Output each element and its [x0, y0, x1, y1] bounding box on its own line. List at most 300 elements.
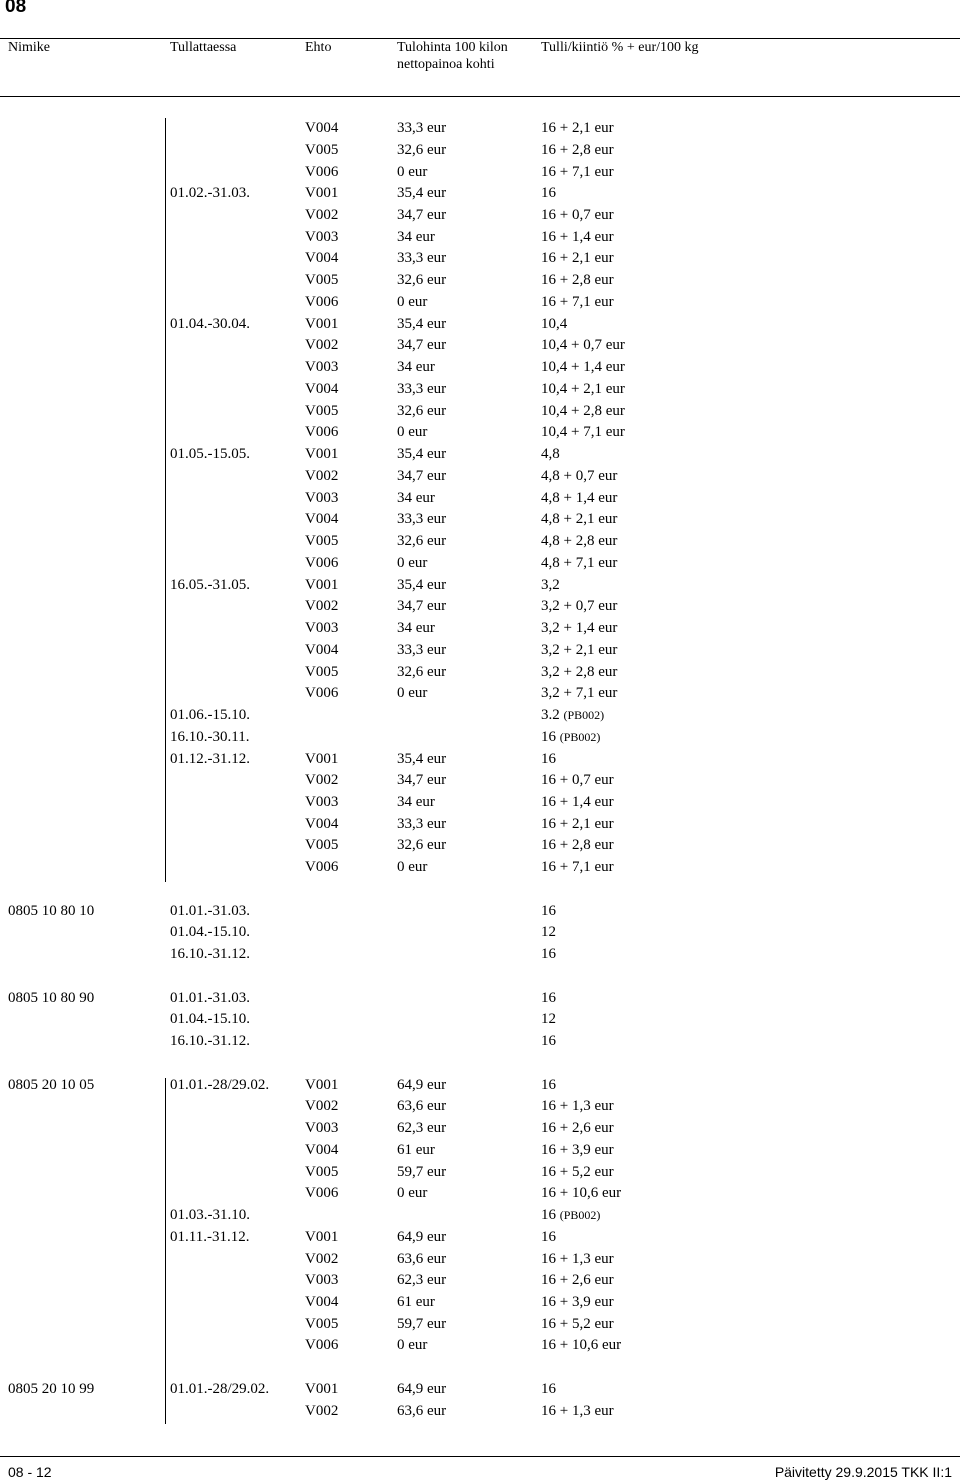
row-period-text: 01.05.-15.05. — [170, 446, 250, 463]
row-duty-text: 16 — [541, 1228, 556, 1245]
row-duty-text: 16 + 2,1 eur — [541, 815, 614, 832]
row-duty — [541, 770, 614, 792]
row-nimike — [8, 901, 94, 923]
row-duty-text: 12 — [541, 1011, 556, 1028]
row-duty — [541, 227, 614, 249]
row-condition-text: V001 — [305, 576, 339, 593]
row-duty — [541, 140, 614, 162]
row-condition — [305, 444, 338, 466]
row-duty — [541, 335, 625, 357]
row-entry-price — [397, 118, 446, 140]
row-duty-text: 16 — [541, 902, 556, 919]
row-entry-price — [397, 248, 446, 270]
row-entry-price-text: 35,4 eur — [397, 750, 447, 767]
row-condition — [305, 488, 338, 510]
row-condition — [305, 357, 338, 379]
row-duty-text: 4,8 — [541, 446, 560, 463]
row-entry-price — [397, 1292, 435, 1314]
row-duty — [541, 683, 617, 705]
row-duty-text: 16 + 5,2 eur — [541, 1315, 614, 1332]
row-duty — [541, 922, 556, 944]
row-entry-price-text: 63,6 eur — [397, 1098, 447, 1115]
row-entry-price-text: 35,4 eur — [397, 185, 447, 202]
row-condition-text: V006 — [305, 424, 339, 441]
row-entry-price — [397, 444, 446, 466]
row-duty-text: 3.2 — [541, 707, 560, 723]
row-condition-text: V002 — [305, 337, 339, 354]
row-condition — [305, 401, 338, 423]
row-condition — [305, 422, 338, 444]
row-condition — [305, 183, 338, 205]
row-entry-price — [397, 1249, 446, 1271]
row-duty — [541, 575, 560, 597]
row-entry-price-text: 32,6 eur — [397, 837, 447, 854]
row-nimike — [8, 1075, 94, 1097]
row-entry-price-text: 35,4 eur — [397, 315, 447, 332]
row-duty-text: 16 — [541, 946, 556, 963]
row-condition — [305, 140, 338, 162]
row-duty-text: 10,4 + 2,8 eur — [541, 402, 625, 419]
row-entry-price-text: 34,7 eur — [397, 337, 447, 354]
row-duty-text: 16 + 0,7 eur — [541, 207, 614, 223]
row-condition — [305, 1314, 338, 1336]
page-number: 08 - 12 — [8, 1464, 52, 1480]
row-duty-text: 4,8 + 2,8 eur — [541, 533, 618, 550]
row-entry-price — [397, 792, 435, 814]
row-duty-text: 10,4 + 0,7 eur — [541, 337, 625, 354]
row-condition-text: V005 — [305, 533, 339, 550]
row-condition-text: V006 — [305, 685, 339, 702]
row-condition — [305, 1140, 338, 1162]
row-period-text: 01.01.-28/29.02. — [170, 1076, 270, 1093]
row-duty — [541, 1183, 621, 1205]
row-duty — [541, 314, 567, 336]
row-duty-text: 16 + 1,4 eur — [541, 228, 614, 245]
row-condition-text: V002 — [305, 207, 339, 223]
row-condition-text: V005 — [305, 402, 339, 419]
row-condition-text: V001 — [305, 1228, 339, 1245]
row-condition — [305, 509, 338, 531]
row-duty-text: 16 + 1,3 eur — [541, 1098, 614, 1115]
row-condition-text: V003 — [305, 1120, 339, 1136]
row-duty — [541, 1227, 556, 1249]
quota-reference: (PB002) — [563, 708, 605, 722]
col-header-nimike: Nimike — [8, 40, 50, 55]
row-condition — [305, 596, 338, 618]
row-condition — [305, 379, 338, 401]
row-entry-price-text: 32,6 eur — [397, 663, 447, 680]
row-entry-price — [397, 357, 435, 379]
row-condition-text: V002 — [305, 1402, 339, 1419]
row-entry-price-text: 33,3 eur — [397, 380, 447, 397]
row-entry-price-text: 34,7 eur — [397, 467, 447, 484]
row-nimike — [8, 988, 94, 1010]
row-nimike-text: 0805 20 10 99 — [8, 1380, 95, 1397]
row-condition-text: V002 — [305, 1250, 339, 1267]
row-duty — [541, 1335, 621, 1357]
row-entry-price — [397, 335, 446, 357]
row-period-text: 01.02.-31.03. — [170, 185, 250, 202]
row-entry-price — [397, 553, 427, 575]
row-duty-text: 10,4 + 7,1 eur — [541, 424, 625, 441]
row-duty — [541, 183, 556, 205]
row-entry-price — [397, 1096, 446, 1118]
row-duty — [541, 292, 614, 314]
row-duty — [541, 596, 617, 618]
row-entry-price — [397, 814, 446, 836]
row-condition — [305, 1118, 338, 1140]
row-duty — [541, 1096, 614, 1118]
row-entry-price — [397, 1314, 446, 1336]
row-condition-text: V002 — [305, 1098, 339, 1115]
row-period-text: 01.04.-15.10. — [170, 1011, 250, 1028]
row-condition — [305, 857, 338, 879]
row-condition-text: V004 — [305, 250, 339, 267]
row-entry-price-text: 59,7 eur — [397, 1163, 447, 1180]
row-period-text: 01.04.-30.04. — [170, 315, 250, 332]
row-duty — [541, 857, 614, 879]
row-duty-text: 16 + 2,6 eur — [541, 1272, 614, 1289]
row-period — [170, 575, 250, 597]
row-condition-text: V001 — [305, 315, 339, 332]
row-entry-price — [397, 1270, 446, 1292]
row-condition-text: V006 — [305, 859, 339, 876]
row-duty-text: 16 + 1,3 eur — [541, 1402, 614, 1419]
row-duty-text: 16 + 0,7 eur — [541, 772, 614, 789]
row-period — [170, 1009, 250, 1031]
row-condition — [305, 662, 338, 684]
row-duty — [541, 118, 614, 140]
row-entry-price — [397, 1227, 446, 1249]
row-entry-price — [397, 749, 446, 771]
row-entry-price-text: 0 eur — [397, 1185, 428, 1202]
row-entry-price-text: 34 eur — [397, 620, 435, 636]
row-condition — [305, 118, 338, 140]
row-duty — [541, 1401, 614, 1423]
row-entry-price — [397, 531, 446, 553]
row-condition — [305, 618, 338, 640]
row-entry-price-text: 32,6 eur — [397, 533, 447, 550]
row-entry-price-text: 34 eur — [397, 793, 435, 810]
row-entry-price — [397, 314, 446, 336]
row-entry-price — [397, 662, 446, 684]
row-entry-price — [397, 575, 446, 597]
row-entry-price — [397, 509, 446, 531]
row-condition-text: V002 — [305, 598, 339, 615]
row-entry-price — [397, 770, 446, 792]
row-condition — [305, 1096, 338, 1118]
row-condition-text: V003 — [305, 1272, 339, 1289]
row-entry-price-text: 33,3 eur — [397, 250, 447, 267]
row-period-text: 01.04.-15.10. — [170, 924, 250, 941]
row-duty-text: 3,2 + 0,7 eur — [541, 598, 618, 615]
row-entry-price-text: 0 eur — [397, 293, 428, 310]
row-nimike — [8, 1379, 94, 1401]
row-condition-text: V002 — [305, 467, 339, 484]
row-duty-text: 16 — [541, 1076, 556, 1093]
row-duty-text: 16 — [541, 1033, 556, 1050]
row-duty-text: 16 — [541, 1380, 556, 1397]
row-period — [170, 988, 250, 1010]
row-duty — [541, 792, 614, 814]
row-entry-price — [397, 1118, 446, 1140]
footer-rule — [0, 1456, 960, 1457]
row-entry-price — [397, 1183, 427, 1205]
row-condition-text: V004 — [305, 815, 339, 832]
col-header-ehto: Ehto — [305, 40, 332, 55]
col-header-tulohinta: Tulohinta 100 kilon nettopainoa kohti — [397, 40, 508, 72]
row-condition-text: V003 — [305, 228, 339, 245]
row-entry-price-text: 62,3 eur — [397, 1272, 447, 1289]
row-duty — [541, 901, 556, 923]
row-entry-price — [397, 1401, 446, 1423]
row-nimike-text: 0805 10 80 90 — [8, 989, 95, 1006]
row-duty — [541, 835, 614, 857]
row-duty-text: 16 — [541, 750, 556, 767]
row-duty — [541, 988, 556, 1010]
row-duty — [541, 1314, 614, 1336]
row-duty-text: 16 + 7,1 eur — [541, 859, 614, 876]
row-period-text: 01.03.-31.10. — [170, 1207, 250, 1223]
row-duty-text: 16 + 3,9 eur — [541, 1141, 614, 1158]
row-duty-text: 16 + 3,9 eur — [541, 1294, 614, 1310]
row-duty-text: 3,2 + 2,8 eur — [541, 663, 618, 680]
row-duty — [541, 488, 617, 510]
row-duty — [541, 944, 556, 966]
chapter-number: 08 — [5, 0, 27, 17]
row-condition — [305, 531, 338, 553]
row-period — [170, 1075, 269, 1097]
row-condition-text: V001 — [305, 446, 339, 463]
row-duty-text: 16 + 10,6 eur — [541, 1337, 622, 1354]
row-duty — [541, 1270, 614, 1292]
row-entry-price-text: 33,3 eur — [397, 120, 447, 136]
row-duty-text: 3,2 + 7,1 eur — [541, 685, 618, 702]
row-entry-price — [397, 640, 446, 662]
row-condition-text: V004 — [305, 120, 339, 136]
row-entry-price — [397, 183, 446, 205]
row-duty-text: 16 — [541, 185, 556, 202]
row-duty-text: 4,8 + 1,4 eur — [541, 489, 618, 506]
row-condition-text: V005 — [305, 141, 339, 158]
row-duty-text: 16 + 2,8 eur — [541, 141, 614, 158]
row-duty-text: 4,8 + 7,1 eur — [541, 554, 618, 571]
row-condition-text: V004 — [305, 1294, 339, 1310]
row-entry-price-text: 34,7 eur — [397, 207, 447, 223]
row-condition-text: V001 — [305, 185, 339, 202]
row-period — [170, 1205, 250, 1227]
row-duty — [541, 205, 614, 227]
row-condition — [305, 1183, 338, 1205]
row-condition — [305, 1379, 338, 1401]
row-condition-text: V003 — [305, 620, 339, 636]
row-entry-price-text: 62,3 eur — [397, 1120, 447, 1136]
row-duty-text: 10,4 — [541, 315, 568, 332]
row-entry-price — [397, 857, 427, 879]
row-period — [170, 1227, 249, 1249]
row-entry-price — [397, 466, 446, 488]
row-period — [170, 749, 250, 771]
row-entry-price-text: 61 eur — [397, 1141, 435, 1158]
row-condition — [305, 205, 338, 227]
row-condition — [305, 335, 338, 357]
row-duty — [541, 509, 617, 531]
row-duty — [541, 401, 625, 423]
row-entry-price — [397, 1162, 446, 1184]
row-duty-text: 3,2 + 1,4 eur — [541, 620, 618, 636]
row-period — [170, 705, 250, 727]
row-entry-price-text: 0 eur — [397, 554, 428, 571]
row-condition-text: V002 — [305, 772, 339, 789]
row-condition-text: V005 — [305, 663, 339, 680]
column-divider — [165, 118, 166, 882]
row-duty-text: 16 + 1,3 eur — [541, 1250, 614, 1267]
row-duty — [541, 1205, 600, 1227]
row-duty-text: 4,8 + 0,7 eur — [541, 467, 618, 484]
row-condition — [305, 1227, 338, 1249]
row-duty-text: 16 + 7,1 eur — [541, 293, 614, 310]
row-period-text: 01.12.-31.12. — [170, 750, 250, 767]
row-entry-price — [397, 1335, 427, 1357]
row-duty — [541, 1031, 556, 1053]
row-entry-price-text: 33,3 eur — [397, 815, 447, 832]
row-duty-text: 12 — [541, 924, 556, 941]
row-entry-price-text: 61 eur — [397, 1294, 435, 1310]
row-duty-text: 16 + 2,8 eur — [541, 837, 614, 854]
row-condition-text: V006 — [305, 554, 339, 571]
row-condition-text: V004 — [305, 641, 339, 658]
row-duty — [541, 618, 617, 640]
row-condition — [305, 227, 338, 249]
row-condition-text: V003 — [305, 359, 339, 376]
row-entry-price — [397, 835, 446, 857]
col-header-tulli: Tulli/kiintiö % + eur/100 kg — [541, 40, 699, 55]
quota-reference: (PB002) — [559, 729, 601, 744]
row-period — [170, 1031, 250, 1053]
row-condition — [305, 835, 338, 857]
row-duty — [541, 248, 614, 270]
row-entry-price-text: 35,4 eur — [397, 576, 447, 593]
row-entry-price-text: 59,7 eur — [397, 1315, 447, 1332]
row-duty-text: 16 — [541, 728, 556, 745]
row-duty — [541, 1075, 556, 1097]
row-condition-text: V004 — [305, 511, 339, 528]
row-period-text: 01.01.-28/29.02. — [170, 1380, 270, 1397]
row-period — [170, 1379, 269, 1401]
row-entry-price-text: 64,9 eur — [397, 1076, 447, 1093]
row-condition-text: V001 — [305, 1380, 339, 1397]
header-bottom-rule — [0, 96, 960, 97]
row-entry-price — [397, 292, 427, 314]
row-period — [170, 901, 250, 923]
update-note: Päivitetty 29.9.2015 TKK II:1 — [774, 1464, 952, 1480]
row-duty — [541, 1249, 614, 1271]
row-condition-text: V005 — [305, 1315, 339, 1332]
row-duty-text: 10,4 + 1,4 eur — [541, 359, 625, 376]
row-duty — [541, 1140, 614, 1162]
row-period-text: 16.10.-31.12. — [170, 946, 250, 963]
row-condition-text: V005 — [305, 1163, 339, 1180]
row-duty-text: 16 + 1,4 eur — [541, 793, 614, 810]
row-condition-text: V003 — [305, 793, 339, 810]
row-duty — [541, 422, 625, 444]
row-entry-price — [397, 1140, 435, 1162]
row-condition — [305, 770, 338, 792]
row-entry-price — [397, 422, 427, 444]
row-duty-text: 16 + 2,8 eur — [541, 272, 614, 289]
row-entry-price-text: 32,6 eur — [397, 141, 447, 158]
row-condition — [305, 553, 338, 575]
row-period-text: 16.10.-30.11. — [170, 728, 250, 745]
row-duty — [541, 1162, 614, 1184]
row-duty — [541, 357, 625, 379]
row-entry-price — [397, 618, 435, 640]
row-duty — [541, 1379, 556, 1401]
row-duty — [541, 466, 617, 488]
row-duty — [541, 727, 600, 749]
row-period — [170, 922, 250, 944]
row-entry-price-text: 34 eur — [397, 228, 435, 245]
row-entry-price — [397, 205, 446, 227]
row-condition-text: V005 — [305, 837, 339, 854]
row-condition — [305, 466, 338, 488]
row-entry-price — [397, 401, 446, 423]
row-condition — [305, 792, 338, 814]
row-entry-price-text: 0 eur — [397, 424, 428, 441]
row-condition — [305, 270, 338, 292]
row-duty — [541, 662, 617, 684]
row-entry-price-text: 34,7 eur — [397, 598, 447, 615]
row-condition — [305, 1162, 338, 1184]
row-entry-price — [397, 379, 446, 401]
row-duty — [541, 814, 614, 836]
row-period — [170, 314, 250, 336]
row-condition-text: V006 — [305, 163, 339, 180]
row-period — [170, 183, 250, 205]
row-duty-text: 16 + 10,6 eur — [541, 1185, 622, 1202]
row-condition — [305, 1249, 338, 1271]
row-condition-text: V004 — [305, 380, 339, 397]
row-condition — [305, 1292, 338, 1314]
row-condition — [305, 314, 338, 336]
row-period-text: 16.05.-31.05. — [170, 576, 250, 593]
row-condition — [305, 749, 338, 771]
row-entry-price-text: 63,6 eur — [397, 1402, 447, 1419]
row-entry-price-text: 35,4 eur — [397, 446, 447, 463]
row-condition-text: V006 — [305, 293, 339, 310]
row-entry-price-text: 0 eur — [397, 1337, 428, 1354]
row-condition-text: V005 — [305, 272, 339, 289]
row-period — [170, 944, 250, 966]
row-condition — [305, 248, 338, 270]
row-entry-price-text: 34 eur — [397, 489, 435, 506]
row-entry-price — [397, 1075, 446, 1097]
row-entry-price-text: 63,6 eur — [397, 1250, 447, 1267]
row-duty-text: 3,2 — [541, 576, 560, 593]
row-condition — [305, 1270, 338, 1292]
row-condition-text: V001 — [305, 1076, 339, 1093]
row-condition — [305, 1075, 338, 1097]
row-entry-price-text: 33,3 eur — [397, 511, 447, 528]
row-condition — [305, 1335, 338, 1357]
row-duty-text: 16 — [541, 1207, 556, 1223]
row-condition-text: V006 — [305, 1185, 339, 1202]
row-condition — [305, 683, 338, 705]
row-period — [170, 727, 249, 749]
row-duty — [541, 1292, 614, 1314]
row-condition-text: V006 — [305, 1337, 339, 1354]
column-divider — [165, 1078, 166, 1424]
